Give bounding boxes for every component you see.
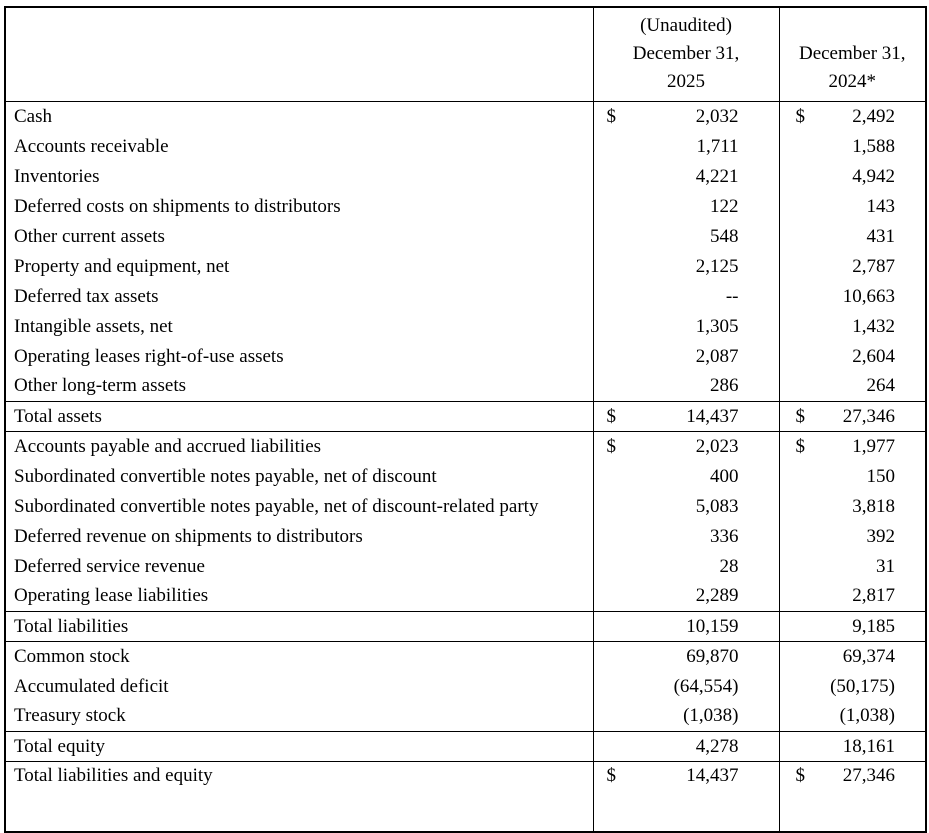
value-cell-2024	[779, 582, 926, 612]
table-row	[5, 252, 926, 282]
table-row	[5, 702, 926, 732]
table-row	[5, 672, 926, 702]
value-cell-2025	[593, 432, 779, 462]
value-2025: 2,032	[695, 105, 739, 127]
col-2025-date-line: December 31,	[632, 43, 740, 64]
row-label: Other current assets	[14, 225, 165, 247]
value-2024: 2,492	[852, 105, 895, 127]
value-cell-2024	[779, 162, 926, 192]
row-label: Operating lease liabilities	[14, 585, 209, 607]
value-cell-2024	[779, 312, 926, 342]
row-label: Subordinated convertible notes payable, net of discount-related party	[14, 495, 539, 517]
value-2024: 10,663	[842, 285, 895, 307]
row-label: Accounts payable and accrued liabilities	[5, 432, 593, 462]
value-cell-2025	[593, 612, 779, 642]
value-2024: 4,942	[852, 165, 895, 187]
table-row	[5, 282, 926, 312]
value-cell-2024	[779, 402, 926, 432]
value-2025: 400	[710, 465, 739, 487]
balance-sheet-table	[4, 6, 927, 833]
value-cell-2025	[593, 522, 779, 552]
value-2025: 2,087	[695, 345, 739, 367]
value-cell-2025	[593, 642, 779, 672]
row-label: Treasury stock	[14, 705, 126, 727]
row-label: Total equity	[5, 732, 593, 762]
value-cell-2024	[779, 552, 926, 582]
row-label: Intangible assets, net	[14, 315, 173, 337]
col-2024-date-line: December 31,	[798, 43, 906, 64]
row-label: Deferred revenue on shipments to distributors	[14, 525, 363, 547]
table-row	[5, 402, 926, 432]
dollar-sign: $	[795, 405, 805, 427]
value-cell-2025	[593, 162, 779, 192]
value-2025: 2,289	[695, 585, 739, 607]
row-label: Accounts receivable	[14, 135, 169, 157]
row-label: Other long-term assets	[14, 375, 187, 397]
value-cell-2025	[593, 552, 779, 582]
value-cell-2024	[779, 282, 926, 312]
value-2025: 336	[710, 525, 739, 547]
value-2024: 264	[866, 375, 895, 397]
dollar-sign: $	[795, 765, 805, 786]
value-cell-2024	[779, 672, 926, 702]
value-2024: 2,817	[852, 585, 895, 607]
value-cell-2024	[779, 222, 926, 252]
value-cell-2025	[593, 132, 779, 162]
table-row	[5, 762, 926, 832]
value-2024: 18,161	[842, 735, 895, 757]
value-2024: 1,977	[852, 435, 895, 457]
value-2024: 2,604	[852, 345, 895, 367]
value-cell-2024	[779, 522, 926, 552]
value-cell-2024	[779, 492, 926, 522]
value-2025: 1,305	[695, 315, 739, 337]
value-cell-2024	[779, 192, 926, 222]
value-cell-2024	[779, 372, 926, 402]
table-row	[5, 732, 926, 762]
value-cell-2025	[593, 402, 779, 432]
value-2025: 14,437	[686, 765, 739, 786]
value-cell-2025	[593, 462, 779, 492]
value-2024: 27,346	[842, 405, 895, 427]
table-row	[5, 162, 926, 192]
table-row	[5, 492, 926, 522]
header-cell-2024	[779, 7, 926, 102]
row-label: Deferred service revenue	[14, 555, 205, 577]
value-cell-2024	[779, 462, 926, 492]
row-label: Common stock	[5, 642, 593, 672]
table-row	[5, 612, 926, 642]
value-2025: 10,159	[686, 615, 739, 637]
dollar-sign: $	[606, 405, 616, 427]
row-label: Deferred tax assets	[14, 285, 159, 307]
row-label: Total liabilities	[5, 612, 593, 642]
value-2024: 27,346	[842, 765, 895, 786]
value-cell-2025	[593, 702, 779, 732]
value-2024: 3,818	[852, 495, 895, 517]
value-cell-2024	[779, 612, 926, 642]
row-label: Cash	[5, 102, 593, 132]
row-label: Total liabilities and equity	[5, 762, 593, 832]
value-cell-2025	[593, 282, 779, 312]
table-row	[5, 462, 926, 492]
dollar-sign: $	[606, 765, 616, 786]
value-cell-2024	[779, 342, 926, 372]
value-2024: 1,432	[852, 315, 895, 337]
value-2025: 4,278	[695, 735, 739, 757]
header-row	[5, 7, 926, 102]
row-label: Total assets	[5, 402, 593, 432]
table-row	[5, 552, 926, 582]
table-row	[5, 372, 926, 402]
value-2025: 5,083	[695, 495, 739, 517]
value-cell-2025	[593, 222, 779, 252]
value-2025: (64,554)	[673, 675, 739, 697]
value-cell-2025	[593, 252, 779, 282]
value-2025: (1,038)	[683, 705, 739, 727]
value-cell-2024	[779, 732, 926, 762]
table-row	[5, 342, 926, 372]
value-cell-2025	[593, 672, 779, 702]
row-label: Operating leases right-of-use assets	[14, 345, 284, 367]
table-row	[5, 582, 926, 612]
value-2024: 143	[866, 195, 895, 217]
value-cell-2024	[779, 252, 926, 282]
header-spacer	[780, 12, 926, 40]
value-2025: 548	[710, 225, 739, 247]
table-body	[5, 102, 926, 832]
value-cell-2024	[779, 702, 926, 732]
row-label: Accumulated deficit	[14, 675, 169, 697]
col-2025-year-line: 2025	[667, 71, 705, 92]
value-cell-2025	[593, 372, 779, 402]
value-2025: 4,221	[695, 165, 739, 187]
value-cell-2024	[779, 762, 926, 832]
table-row	[5, 132, 926, 162]
value-cell-2024	[779, 432, 926, 462]
value-2025: 69,870	[686, 645, 739, 667]
value-cell-2025	[593, 732, 779, 762]
value-cell-2025	[593, 492, 779, 522]
value-2024: 1,588	[852, 135, 895, 157]
dollar-sign: $	[606, 435, 616, 457]
dollar-sign: $	[606, 105, 616, 127]
row-label: Property and equipment, net	[14, 255, 230, 277]
table-row	[5, 522, 926, 552]
value-2024: 9,185	[852, 615, 895, 637]
value-2025: 14,437	[686, 405, 739, 427]
value-cell-2024	[779, 132, 926, 162]
value-2025: 2,023	[695, 435, 739, 457]
col-2024-year-line: 2024*	[828, 71, 876, 92]
value-cell-2025	[593, 192, 779, 222]
row-label: Inventories	[14, 165, 100, 187]
table-row	[5, 192, 926, 222]
row-label: Deferred costs on shipments to distributors	[14, 195, 341, 217]
value-2025: 1,711	[696, 135, 739, 157]
value-cell-2025	[593, 762, 779, 832]
dollar-sign: $	[795, 435, 805, 457]
value-2024: 150	[866, 465, 895, 487]
table-header	[5, 7, 926, 102]
value-2025: 2,125	[695, 255, 739, 277]
table-row	[5, 222, 926, 252]
table-row	[5, 432, 926, 462]
value-2024: 69,374	[842, 645, 895, 667]
value-cell-2024	[779, 642, 926, 672]
unaudited-label: (Unaudited)	[640, 15, 732, 36]
dollar-sign: $	[795, 105, 805, 127]
header-cell-empty	[5, 7, 593, 102]
value-2025: --	[725, 285, 739, 307]
value-2024: (1,038)	[839, 705, 895, 727]
value-2024: 392	[866, 525, 895, 547]
value-2024: (50,175)	[830, 675, 895, 697]
table-row	[5, 642, 926, 672]
value-2024: 431	[866, 225, 895, 247]
value-2025: 122	[710, 195, 739, 217]
value-2024: 31	[876, 555, 895, 577]
value-cell-2025	[593, 342, 779, 372]
table-row	[5, 312, 926, 342]
header-cell-2025	[593, 7, 779, 102]
value-2025: 28	[719, 555, 739, 577]
row-label: Subordinated convertible notes payable, net of discount	[14, 465, 437, 487]
table-row	[5, 102, 926, 132]
value-2025: 286	[710, 375, 739, 397]
value-2024: 2,787	[852, 255, 895, 277]
value-cell-2025	[593, 582, 779, 612]
value-cell-2024	[779, 102, 926, 132]
value-cell-2025	[593, 312, 779, 342]
value-cell-2025	[593, 102, 779, 132]
